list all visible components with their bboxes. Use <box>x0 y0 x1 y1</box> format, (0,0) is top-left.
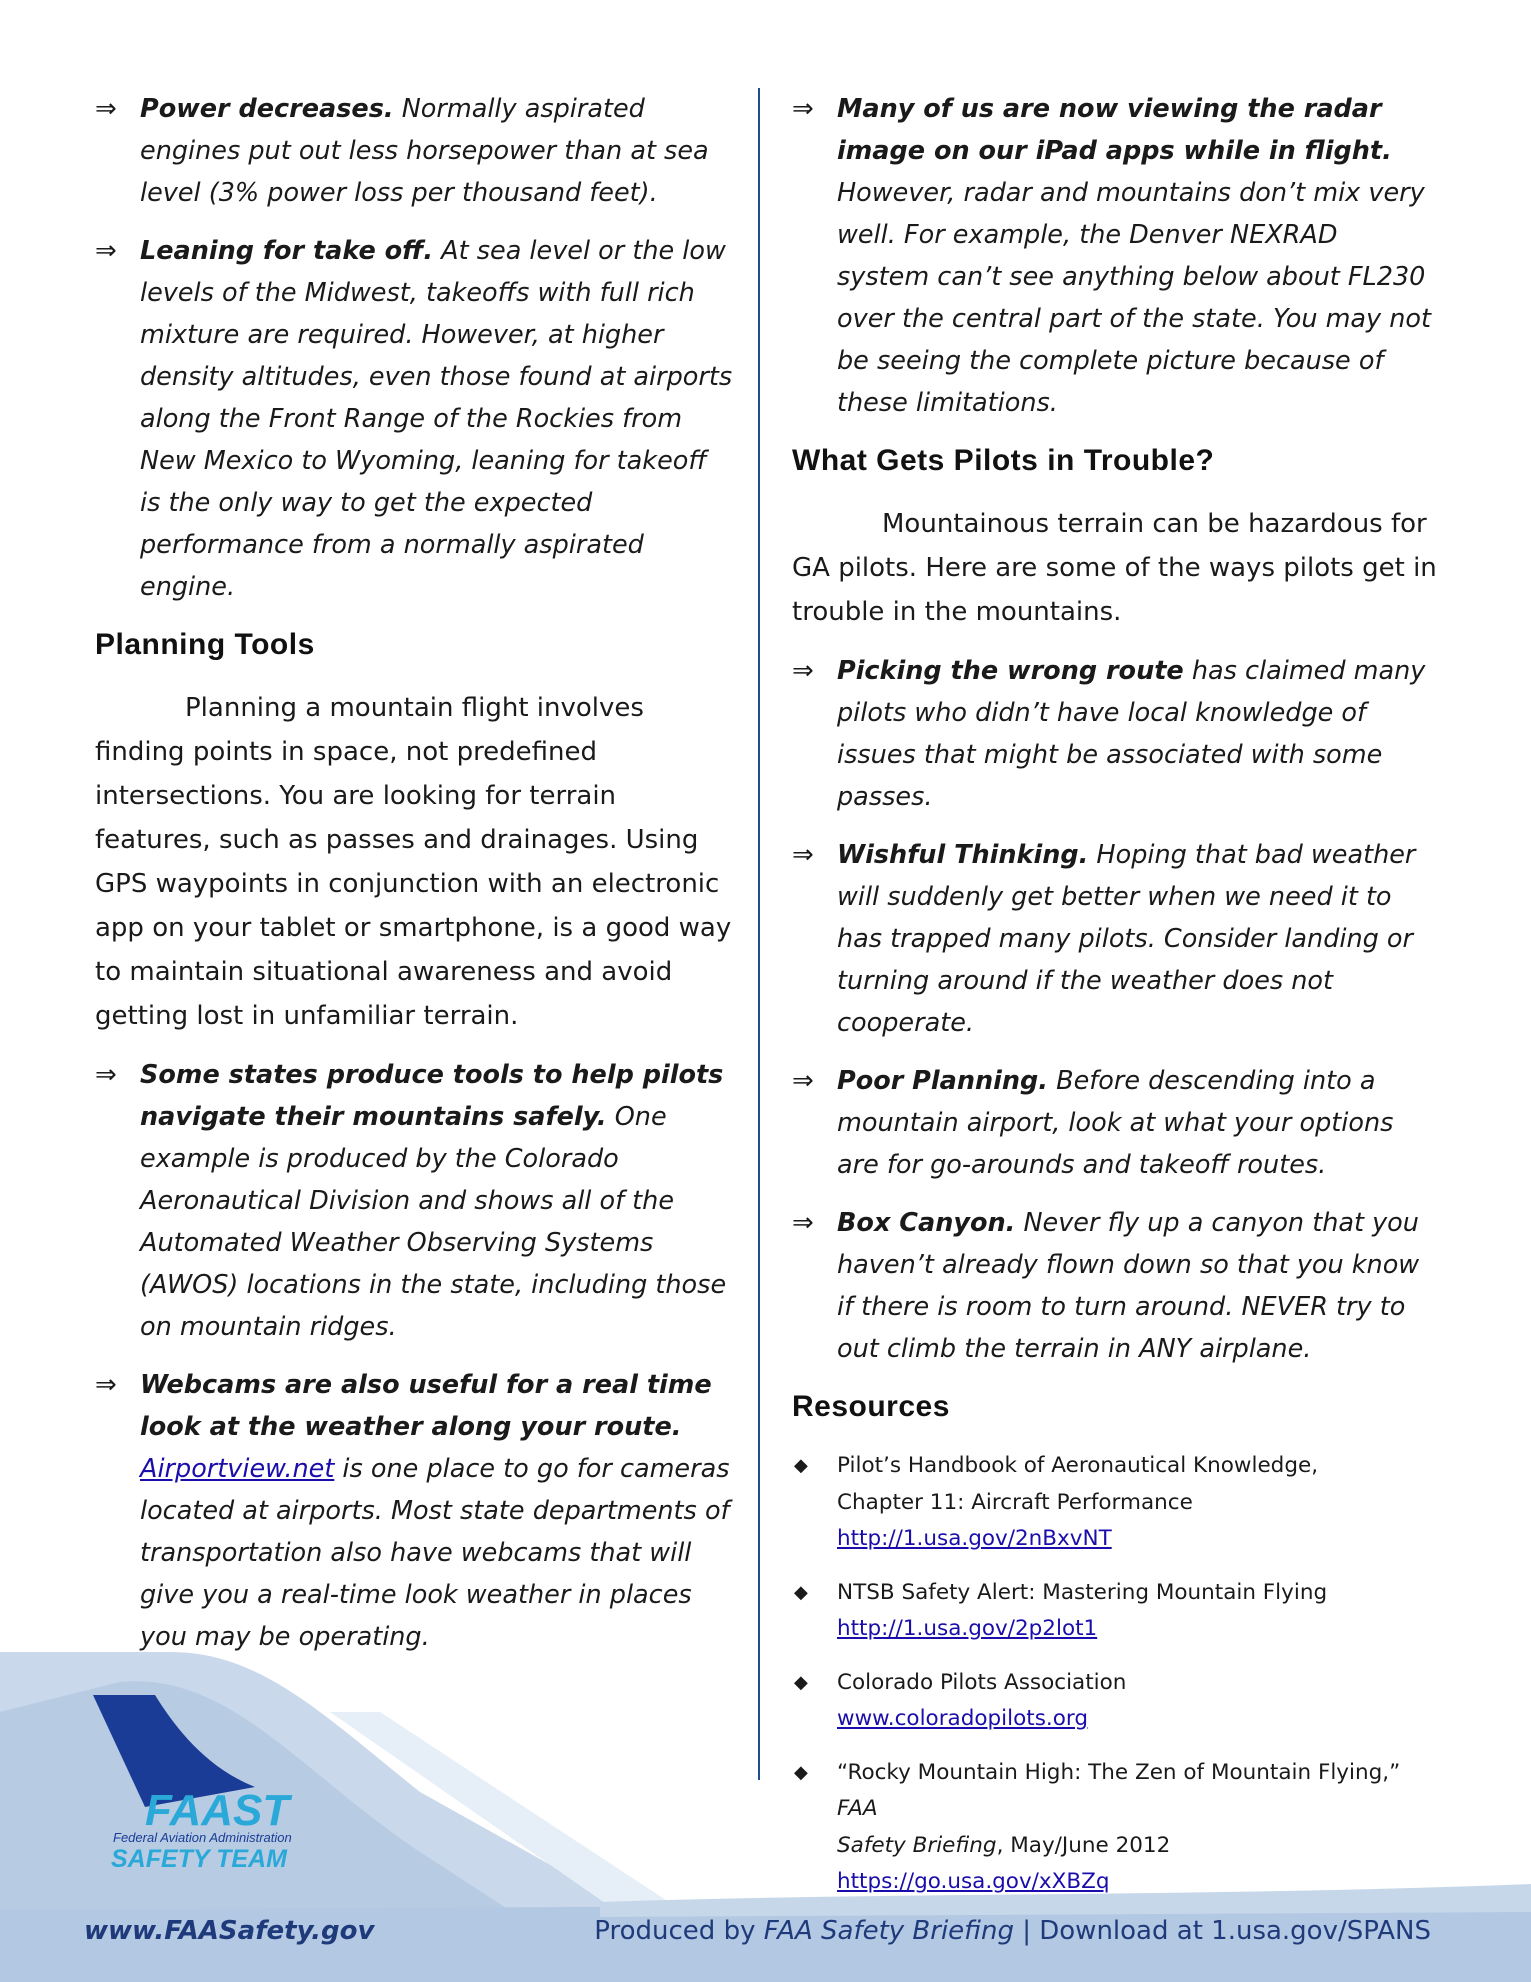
logo-team-text: SAFETY TEAM <box>111 1845 287 1873</box>
resource-link[interactable]: http://1.usa.gov/2p2lot1 <box>837 1616 1098 1641</box>
resource-item: ◆ “Rocky Mountain High: The Zen of Mountain Flying,” FAA Safety Briefing, May/June 2012 https://go.usa.gov/xXBZq <box>792 1755 1437 1901</box>
diamond-bullet-icon: ◆ <box>794 1455 808 1476</box>
bullet-wishful-thinking: ⇒ Wishful Thinking. Hoping that bad weather will suddenly get better when we need it to has trapped many pilots. Consider landing or turning around if the weather does not cooperate. <box>792 834 1437 1044</box>
logo-faast-text: FAAST <box>145 1786 290 1835</box>
footer-publication: FAA Safety Briefing <box>763 1916 1014 1946</box>
arrow-icon: ⇒ <box>792 840 814 870</box>
resource-link[interactable]: https://go.usa.gov/xXBZq <box>837 1869 1110 1894</box>
bullet-power-decreases: ⇒ Power decreases. Normally aspirated engines put out less horsepower than at sea level (3% power loss per thousand feet). <box>95 88 735 214</box>
arrow-icon: ⇒ <box>95 1060 117 1090</box>
faast-logo <box>85 1687 325 1887</box>
resources-heading: Resources <box>792 1390 950 1423</box>
bullet-state-tools: ⇒ Some states produce tools to help pilots navigate their mountains safely. One example is produced by the Colorado Aeronautical Division and shows all of the Automated Weather Observing Systems (AWOS) locations in the state, including those on mountain ridges. <box>95 1054 735 1348</box>
arrow-icon: ⇒ <box>792 1066 814 1096</box>
resource-item: ◆ NTSB Safety Alert: Mastering Mountain Flying http://1.usa.gov/2p2lot1 <box>792 1575 1437 1648</box>
resource-link[interactable]: http://1.usa.gov/2nBxvNT <box>837 1526 1112 1551</box>
planning-heading: Planning Tools <box>95 628 315 661</box>
resource-item: ◆ Pilot’s Handbook of Aeronautical Knowledge, Chapter 11: Aircraft Performance http://1.usa.gov/2nBxvNT <box>792 1448 1437 1558</box>
diamond-bullet-icon: ◆ <box>794 1761 808 1783</box>
planning-paragraph: Planning a mountain flight involves finding points in space, not predefined intersections. You are looking for terrain features, such as passes and drainages. Using GPS waypoints in conjunction with an electronic app on your tablet or smartphone, is a good way to maintain situational awareness and avoid getting lost in unfamiliar terrain. <box>95 693 732 1031</box>
arrow-icon: ⇒ <box>95 1370 117 1400</box>
resource-link[interactable]: www.coloradopilots.org <box>837 1706 1089 1731</box>
bullet-poor-planning: ⇒ Poor Planning. Before descending into a mountain airport, look at what your options are for go-arounds and takeoff routes. <box>792 1060 1437 1186</box>
bullet-wrong-route: ⇒ Picking the wrong route has claimed many pilots who didn’t have local knowledge of issues that might be associated with some passes. <box>792 650 1437 818</box>
bullet-webcams: ⇒ Webcams are also useful for a real time look at the weather along your route. Airportview.net is one place to go for cameras located at airports. Most state departments of transportation also have webcams that will give you a real-time look weather in places you may be operating. <box>95 1364 735 1658</box>
left-column <box>95 88 735 1674</box>
airportview-link[interactable]: Airportview.net <box>140 1454 335 1484</box>
footer-website[interactable]: www.FAASafety.gov <box>84 1916 375 1946</box>
arrow-icon: ⇒ <box>95 94 117 124</box>
arrow-icon: ⇒ <box>792 656 814 686</box>
bullet-radar: ⇒ Many of us are now viewing the radar image on our iPad apps while in flight. However, radar and mountains don’t mix very well. For example, the Denver NEXRAD system can’t see anything below about FL230 over the central part of the state. You may not be seeing the complete picture because of these limitations. <box>792 88 1437 424</box>
arrow-icon: ⇒ <box>792 94 814 124</box>
diamond-bullet-icon: ◆ <box>794 1671 808 1693</box>
right-column <box>792 88 1437 1918</box>
trouble-paragraph: Mountainous terrain can be hazardous for GA pilots. Here are some of the ways pilots get in trouble in the mountains. <box>792 509 1437 627</box>
arrow-icon: ⇒ <box>95 236 117 266</box>
resource-item: ◆ Colorado Pilots Association www.coloradopilots.org <box>792 1665 1437 1738</box>
bullet-leaning: ⇒ Leaning for take off. At sea level or the low levels of the Midwest, takeoffs with full rich mixture are required. However, at higher density altitudes, even those found at airports along the Front Range of the Rockies from New Mexico to Wyoming, leaning for takeoff is the only way to get the expected performance from a normally aspirated engine. <box>95 230 735 608</box>
footer-credit: Produced by FAA Safety Briefing | Download at 1.usa.gov/SPANS <box>594 1916 1431 1946</box>
arrow-icon: ⇒ <box>792 1208 814 1238</box>
column-divider <box>758 88 760 1780</box>
bullet-box-canyon: ⇒ Box Canyon. Never fly up a canyon that you haven’t already flown down so that you know if there is room to turn around. NEVER try to out climb the terrain in ANY airplane. <box>792 1202 1437 1370</box>
trouble-heading: What Gets Pilots in Trouble? <box>792 444 1215 477</box>
diamond-bullet-icon: ◆ <box>794 1581 808 1603</box>
logo-fed-text: Federal Aviation Administration <box>113 1830 292 1845</box>
